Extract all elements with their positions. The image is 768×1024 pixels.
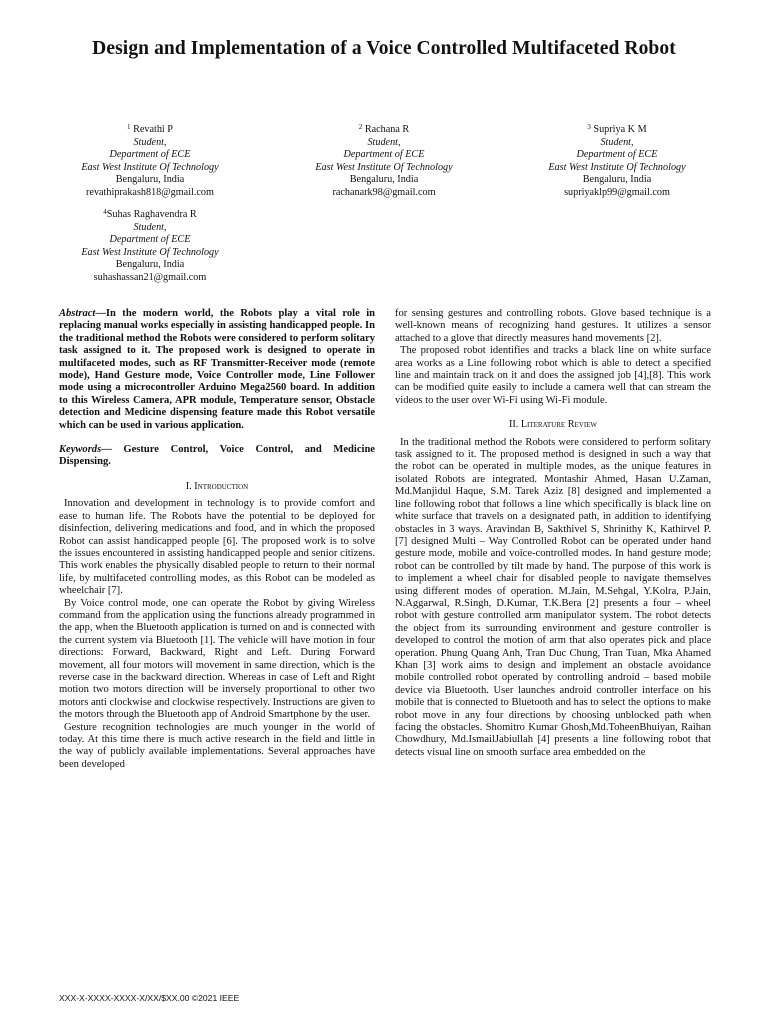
author-role: Student, [600, 136, 634, 148]
author-role: Student, [133, 221, 167, 233]
author-location: Bengaluru, India [115, 259, 185, 271]
author-email: rachanark98@gmail.com [332, 186, 436, 198]
author-number: 3 [587, 123, 591, 131]
abstract-label: Abstract [59, 308, 96, 319]
author-email: revathiprakash818@gmail.com [86, 186, 214, 198]
author-inst: East West Institute Of Technology [81, 161, 219, 173]
author-name: Suhas Raghavendra R [106, 209, 197, 220]
author-number: 1 [127, 123, 131, 131]
author-name: Revathi P [133, 124, 173, 135]
section-heading-literature-review: II. Literature Review [508, 419, 598, 431]
paragraph: Gesture recognition technologies are much younger in the world of today. At this time there is much active research in the field and little in the way of publicly available implementations. Several approaches have been developed [59, 721, 375, 770]
paragraph: Innovation and development in technology is to provide comfort and ease to human life. The Robots have the potential to be deployed for disinfection, delivering medications and food, and in which the proposed Robot can assist handicapped people [6]. The proposed work is to solve the issues encountered in assisting handicapped people and senior citizens. This work enables the physically disabled people to return to their normal life, by multifaceted controlling modes, as this Robot can be modeled as wheelchair [7]. [59, 498, 375, 597]
paragraph: The proposed robot identifies and tracks a black line on white surface area works as a Line following robot which is able to detect a specified line and maintain track on it and does the assigned job [4],[8]. This work can be modified quite easily to include a camera well that can stream the videos to the user over Wi-Fi using Wi-Fi module. [395, 345, 711, 406]
abstract [59, 308, 375, 432]
copyright-footer: XXX-X-XXXX-XXXX-X/XX/$XX.00 ©2021 IEEE [59, 993, 240, 1003]
author-dept: Department of ECE [109, 149, 191, 161]
author-location: Bengaluru, India [349, 174, 419, 186]
author-email: suhashassan21@gmail.com [93, 271, 207, 283]
author-name: Rachana R [364, 124, 410, 135]
author-name: Supriya K M [593, 124, 647, 135]
author-dept: Department of ECE [576, 149, 658, 161]
abstract-text: —In the modern world, the Robots play a vital role in replacing manual works especially in assisting handicapped people. In the traditional method the Robots were considered to perform solitary task assigned to it. The proposed work is designed to operate in multifaceted modes, such as RF Transmitter-Receiver mode (remote mode), Hand Gesture mode, Voice Controller mode, Line Follower mode using a microcontroller Arduino Mega2560 board. In addition to this Wireless Camera, APR module, Temperature sensor, Obstacle detection and Medicine dispensing feature made this Robot versatile which can be used in various application. [59, 308, 375, 431]
keywords [59, 444, 375, 469]
keywords-text: — Gesture Control, Voice Control, and Medicine Dispensing. [59, 444, 375, 468]
author-inst: East West Institute Of Technology [548, 161, 686, 173]
author-role: Student, [133, 136, 167, 148]
keywords-label: Keywords [59, 444, 102, 456]
author-location: Bengaluru, India [115, 174, 185, 186]
author-role: Student, [367, 136, 401, 148]
left-column [59, 308, 375, 771]
section-heading-introduction: I. Introduction [185, 480, 249, 492]
author-block-1 [30, 121, 270, 200]
paragraph: for sensing gestures and controlling robots. Glove based technique is a well-known means of recognizing hand gestures. It utilizes a sensor attached to a glove that directly measures hand movements [2]. [395, 308, 711, 344]
author-dept: Department of ECE [109, 234, 191, 246]
paper-title: Design and Implementation of a Voice Controlled Multifaceted Robot [92, 38, 676, 59]
author-dept: Department of ECE [343, 149, 425, 161]
author-inst: East West Institute Of Technology [315, 161, 453, 173]
author-block-4 [30, 206, 270, 285]
author-number: 4 [103, 208, 107, 216]
paragraph: In the traditional method the Robots were considered to perform solitary task assigned to it. The proposed method is designed in such a way that the robot can be operated in multiple modes, as the unique features in isolated Robots are integrated. Montashir Ahmed, Hasan U.Zaman, Md.Manjidul Haque, S.M. Tarek Aziz [8] designed and implemented a line following robot that follows a line which specifically is black line on white surface that travels on a designated path, in addition to identifying obstacles in 3 ways. Aravindan B, Sakthivel S, Shrinithy K, Kathirvel P. [7] designed Multi – Way Controlled Robot can be operated under hand gesture mode, mobile and voice-controlled modes. In hand gesture mode; robot can be controlled by tilt made by hand. The purpose of this work is to implement a wheel chair for disabled people to navigate themselves using different modes of operation. M.Jain, M.Sehgal, Y.Kolra, P.Jain, N.Aggarwal, R.Singh, D.Kumar, T.K.Bera [2] presents a four – wheel robot with gesture controlled arm manipulator system. The robot detects the object from its surrounding environment and gesture controller is developed to control the motion of arm that also operates pick and place operation. Phung Quang Anh, Tran Duc Chung, Tran Tuan, Mka Ahamed Khan [3] work aims to design and implement an obstacle avoidance mobile controlled robot operated by controlling android – based mobile device via Bluetooth. User launches android controller interface on his mobile that is connected to Bluetooth and has to select the options to make robot move in any four directions by choosing unblocked path when facing the obstacles. Shomitro Kumar Ghosh,Md.ToheenBhuiyan, Raihan Chowdhury, Md.IsmailJabiullah [4] presents a line following robot that detects visual line on smooth surface area embedded on the [395, 436, 711, 758]
paragraph: By Voice control mode, one can operate the Robot by giving Wireless command from the application using the functions already programmed in the app, when the Bluetooth application is turned on and is connected with the current system via Bluetooth [1]. The vehicle will have motion in four directions: Forward, Backward, Right and Left. During Forward movement, all four motors will movement in same direction, which is the reverse case in the backward direction. Whereas in case of Left and Right motion two motors direction will be inversely proportional to other two motors anti clockwise and clockwise respectively. Instructions are given to the motors through the Bluetooth app of Android Smartphone by the user. [59, 597, 375, 721]
author-email: supriyaklp99@gmail.com [564, 186, 670, 198]
author-location: Bengaluru, India [582, 174, 652, 186]
author-block-3 [497, 121, 737, 200]
author-inst: East West Institute Of Technology [81, 246, 219, 258]
right-column [395, 308, 711, 759]
author-number: 2 [358, 123, 363, 131]
author-block-2 [264, 121, 504, 200]
